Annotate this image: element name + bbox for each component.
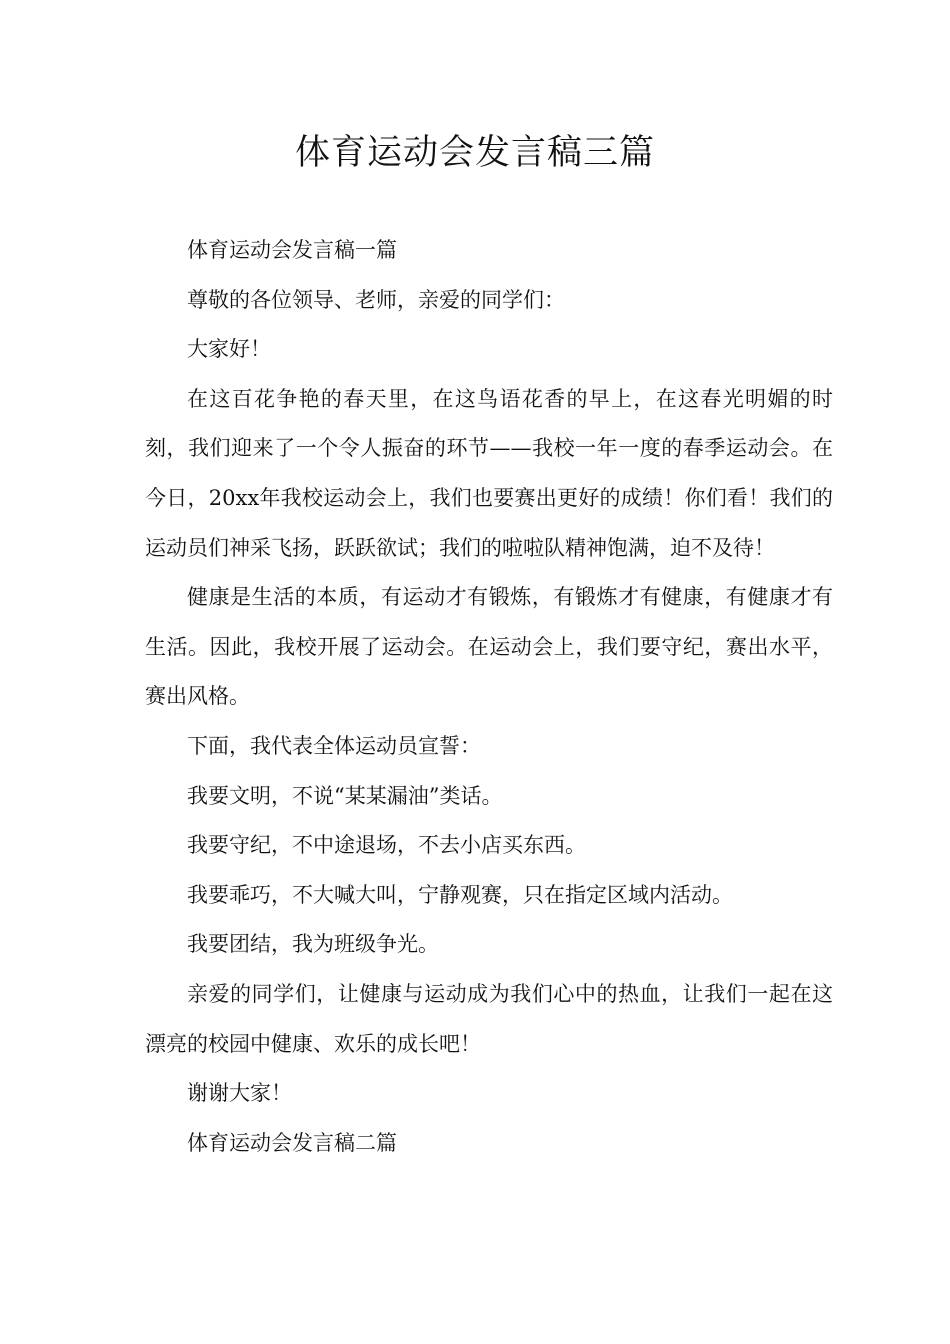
oath-item-civility: 我要文明，不说“某某漏油”类话。 (187, 783, 503, 808)
paragraph-closing: 亲爱的同学们，让健康与运动成为我们心中的热血，让我们一起在这漂亮的校园中健康、欢乐的成长吧！ (145, 981, 833, 1056)
oath-item-behavior: 我要乖巧，不大喊大叫，宁静观赛，只在指定区域内活动。 (187, 882, 733, 907)
document-title: 体育运动会发言稿三篇 (294, 133, 655, 173)
section-heading-2: 体育运动会发言稿二篇 (187, 1130, 397, 1155)
thanks: 谢谢大家！ (187, 1081, 292, 1106)
paragraph-health: 健康是生活的本质，有运动才有锻炼，有锻炼才有健康，有健康才有生活。因此，我校开展了运动会。在运动会上，我们要守纪，赛出水平，赛出风格。 (145, 585, 833, 709)
paragraph-spring-opening: 在这百花争艳的春天里，在这鸟语花香的早上，在这春光明媚的时刻，我们迎来了一个令人振奋的环节——我校一年一度的春季运动会。在今日，20xx年我校运动会上，我们也要赛出更好的成绩！你们看！我们的运动员们神采飞扬，跃跃欲试；我们的啦啦队精神饱满，迫不及待！ (145, 386, 833, 560)
document-body (145, 226, 833, 1168)
oath-item-discipline: 我要守纪，不中途退场，不去小店买东西。 (187, 833, 586, 858)
oath-intro: 下面，我代表全体运动员宣誓： (187, 733, 481, 758)
salutation: 尊敬的各位领导、老师，亲爱的同学们： (187, 287, 565, 312)
greeting: 大家好！ (187, 337, 271, 362)
section-heading-1: 体育运动会发言稿一篇 (187, 238, 397, 262)
oath-item-unity: 我要团结，我为班级争光。 (187, 932, 439, 957)
